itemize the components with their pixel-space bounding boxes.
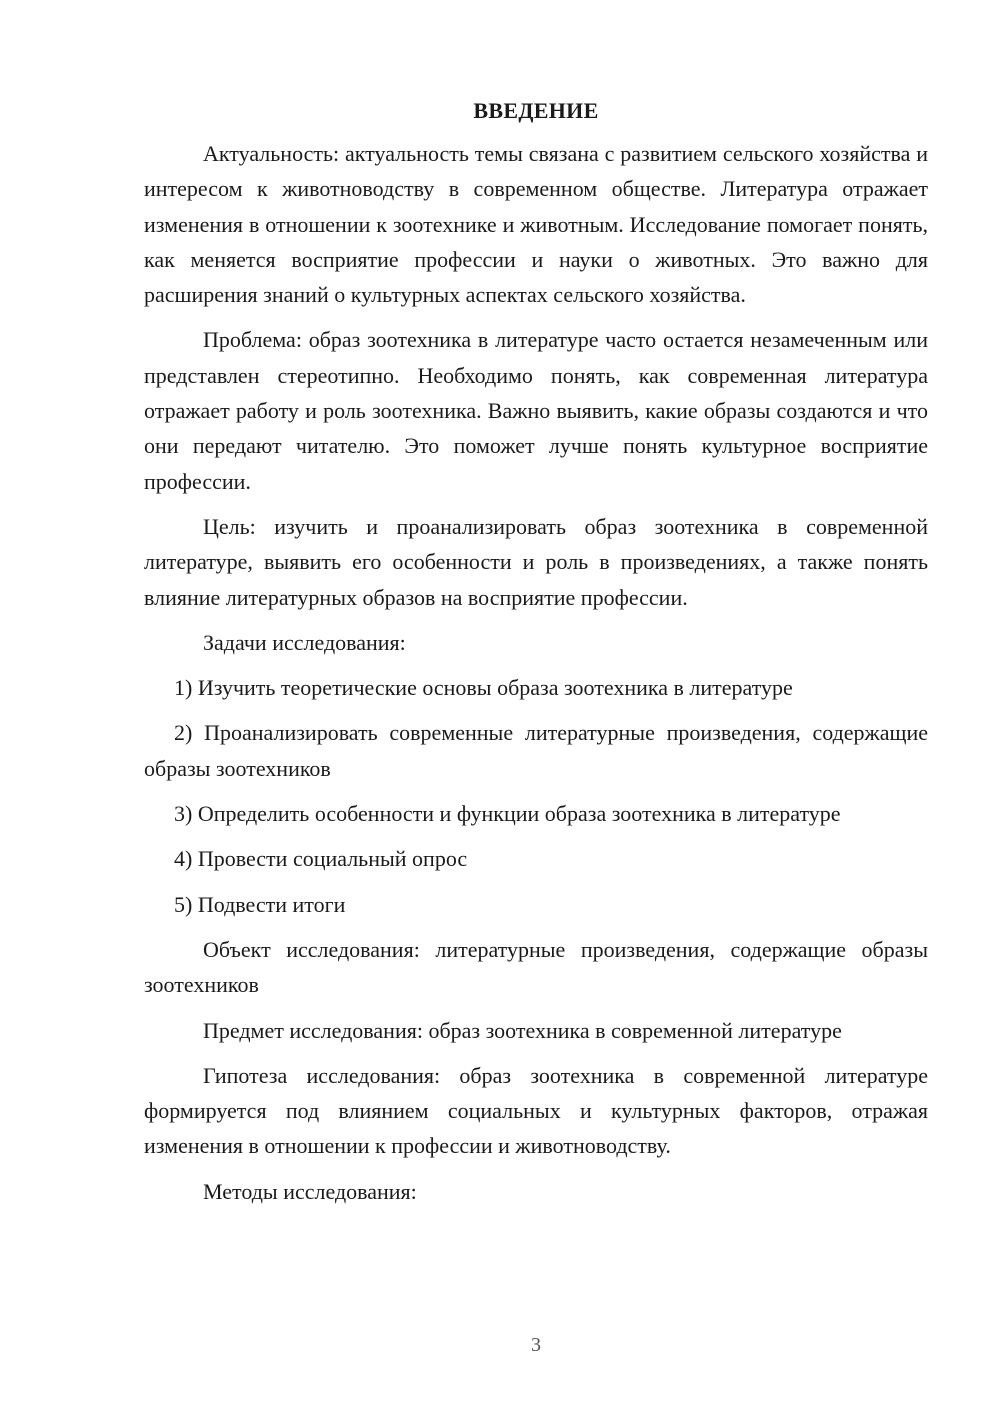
paragraph-relevance: Актуальность: актуальность темы связана с развитием сельского хозяйства и интересом к животноводству в современном обществе. Литература отражает изменения в отношении к зоотехнике и животным. Исследование помогает понять, как меняется восприятие профессии и науки о животных. Это важно для расширения знаний о культурных аспектах сельского хозяйства. bbox=[144, 141, 928, 308]
section-title: ВВЕДЕНИЕ bbox=[473, 98, 599, 123]
methods-heading: Методы исследования: bbox=[203, 1178, 417, 1204]
tasks-heading: Задачи исследования: bbox=[203, 629, 406, 655]
task-list bbox=[144, 670, 928, 922]
task-item-4: 4) Провести социальный опрос bbox=[174, 846, 468, 872]
page-content bbox=[144, 93, 928, 1219]
page-number: 3 bbox=[531, 1334, 541, 1356]
paragraph-problem: Проблема: образ зоотехника в литературе часто остается незамеченным или представлен стереотипно. Необходимо понять, как современная литература отражает работу и роль зоотехника. Важно выявить, какие образы создаются и что они передают читателю. Это поможет лучше понять культурное восприятие профессии. bbox=[144, 327, 928, 494]
paragraph-subject: Предмет исследования: образ зоотехника в современной литературе bbox=[203, 1017, 842, 1043]
task-item-2: 2) Проанализировать современные литературные произведения, содержащие образы зоотехников bbox=[144, 720, 928, 781]
paragraph-goal: Цель: изучить и проанализировать образ зоотехника в современной литературе, выявить его особенности и роль в произведениях, а также понять влияние литературных образов на восприятие профессии. bbox=[144, 513, 928, 610]
paragraph-hypothesis: Гипотеза исследования: образ зоотехника в современной литературе формируется под влиянием социальных и культурных факторов, отражая изменения в отношении к профессии и животноводству. bbox=[144, 1062, 928, 1159]
task-item-3: 3) Определить особенности и функции образа зоотехника в литературе bbox=[174, 801, 841, 827]
task-item-5: 5) Подвести итоги bbox=[174, 891, 346, 917]
task-item-1: 1) Изучить теоретические основы образа зоотехника в литературе bbox=[174, 675, 793, 701]
paragraph-object: Объект исследования: литературные произведения, содержащие образы зоотехников bbox=[144, 936, 928, 998]
